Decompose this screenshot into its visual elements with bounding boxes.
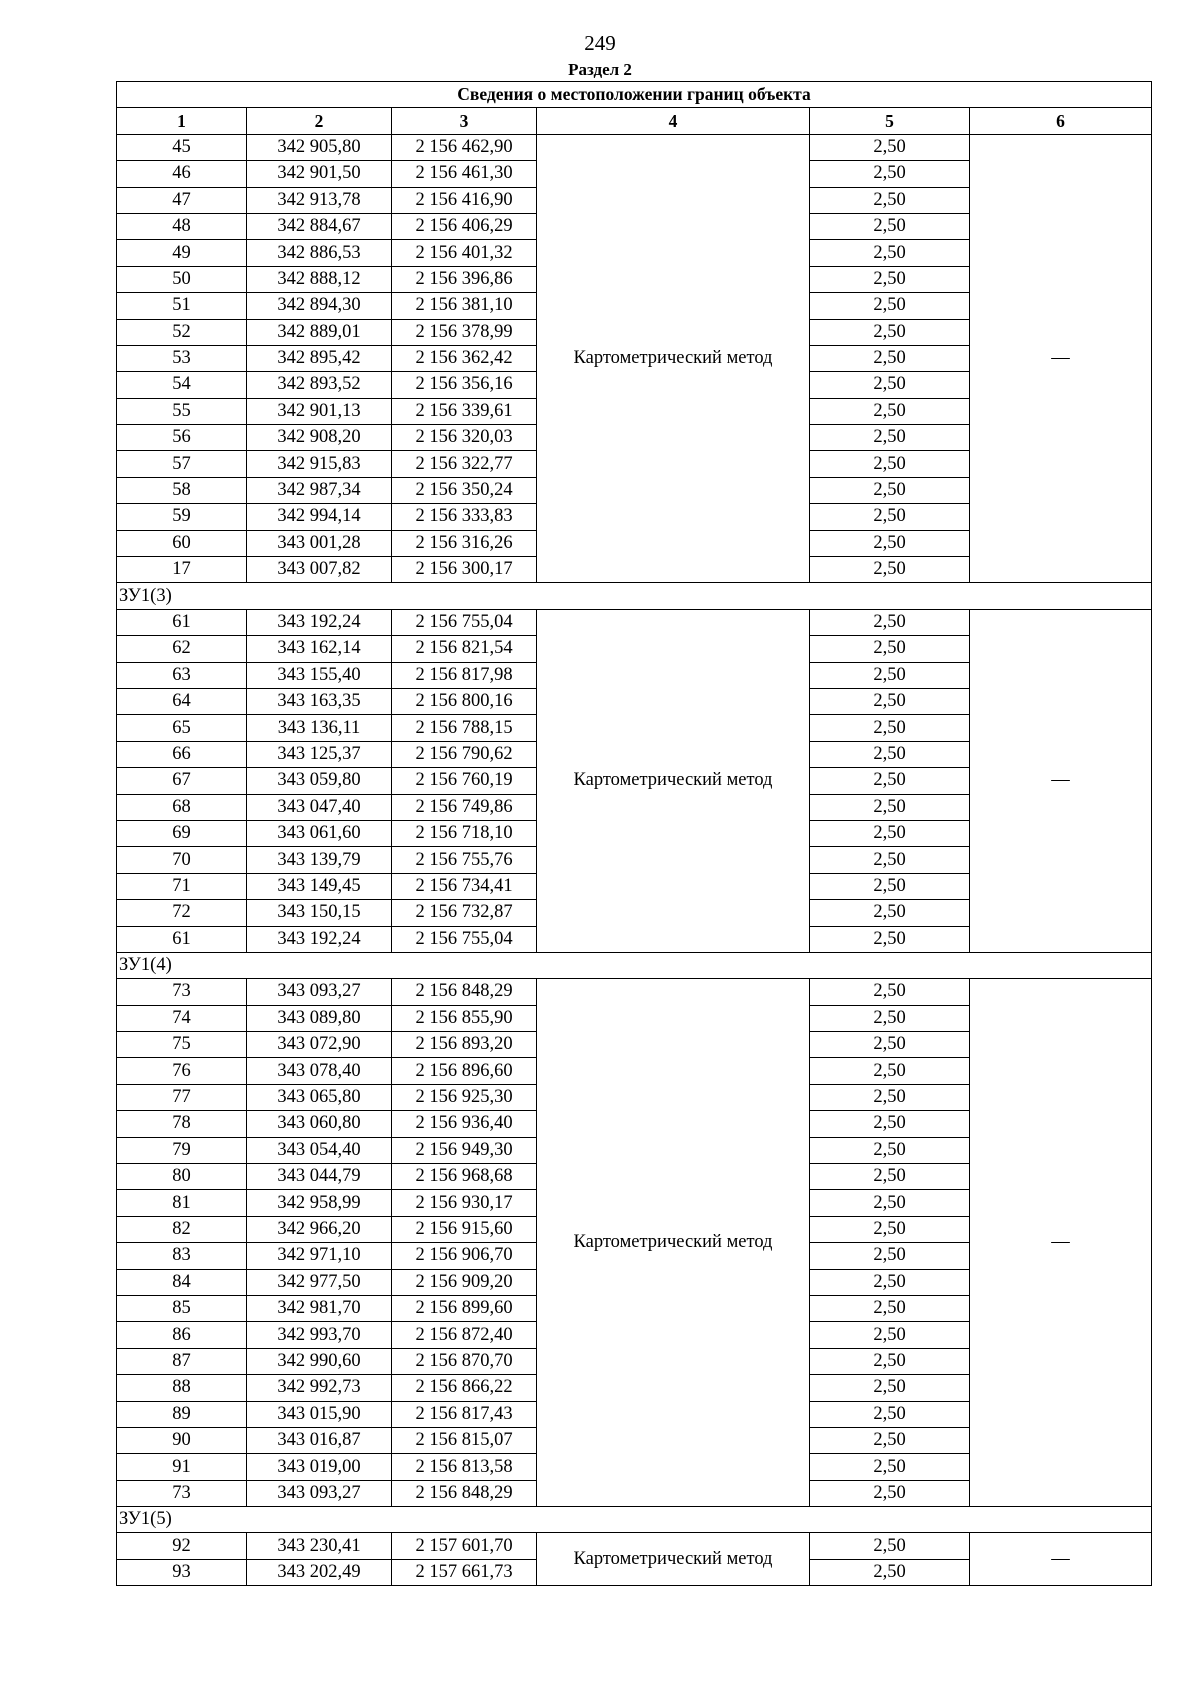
accuracy-cell: 2,50	[810, 794, 970, 820]
column-6-cell: —	[970, 1533, 1152, 1586]
y-coordinate-cell: 2 156 333,83	[392, 504, 537, 530]
accuracy-cell: 2,50	[810, 451, 970, 477]
y-coordinate-cell: 2 157 601,70	[392, 1533, 537, 1559]
x-coordinate-cell: 343 016,87	[247, 1427, 392, 1453]
point-number-cell: 58	[117, 477, 247, 503]
point-number-cell: 52	[117, 319, 247, 345]
point-number-cell: 88	[117, 1375, 247, 1401]
column-6-cell: —	[970, 134, 1152, 583]
y-coordinate-cell: 2 156 362,42	[392, 345, 537, 371]
y-coordinate-cell: 2 156 968,68	[392, 1164, 537, 1190]
y-coordinate-cell: 2 156 815,07	[392, 1427, 537, 1453]
x-coordinate-cell: 343 015,90	[247, 1401, 392, 1427]
point-number-cell: 92	[117, 1533, 247, 1559]
point-number-cell: 73	[117, 1480, 247, 1506]
point-number-cell: 91	[117, 1454, 247, 1480]
point-number-cell: 83	[117, 1243, 247, 1269]
x-coordinate-cell: 343 078,40	[247, 1058, 392, 1084]
accuracy-cell: 2,50	[810, 1084, 970, 1110]
accuracy-cell: 2,50	[810, 1216, 970, 1242]
accuracy-cell: 2,50	[810, 1480, 970, 1506]
table-row	[117, 134, 1152, 160]
x-coordinate-cell: 343 060,80	[247, 1111, 392, 1137]
x-coordinate-cell: 342 908,20	[247, 425, 392, 451]
x-coordinate-cell: 343 125,37	[247, 741, 392, 767]
point-number-cell: 59	[117, 504, 247, 530]
point-number-cell: 65	[117, 715, 247, 741]
table-row	[117, 609, 1152, 635]
table-caption: Сведения о местоположении границ объекта	[117, 82, 1152, 108]
x-coordinate-cell: 343 163,35	[247, 688, 392, 714]
accuracy-cell: 2,50	[810, 1190, 970, 1216]
table-row	[117, 1533, 1152, 1559]
point-number-cell: 57	[117, 451, 247, 477]
x-coordinate-cell: 342 905,80	[247, 134, 392, 160]
x-coordinate-cell: 342 901,50	[247, 161, 392, 187]
point-number-cell: 61	[117, 609, 247, 635]
column-header: 4	[537, 108, 810, 134]
x-coordinate-cell: 343 061,60	[247, 820, 392, 846]
y-coordinate-cell: 2 156 817,43	[392, 1401, 537, 1427]
column-header: 2	[247, 108, 392, 134]
point-number-cell: 63	[117, 662, 247, 688]
y-coordinate-cell: 2 156 848,29	[392, 979, 537, 1005]
x-coordinate-cell: 342 895,42	[247, 345, 392, 371]
accuracy-cell: 2,50	[810, 266, 970, 292]
point-number-cell: 87	[117, 1348, 247, 1374]
group-label: ЗУ1(4)	[117, 952, 1152, 978]
x-coordinate-cell: 342 889,01	[247, 319, 392, 345]
point-number-cell: 84	[117, 1269, 247, 1295]
point-number-cell: 66	[117, 741, 247, 767]
point-number-cell: 89	[117, 1401, 247, 1427]
x-coordinate-cell: 343 093,27	[247, 1480, 392, 1506]
x-coordinate-cell: 342 971,10	[247, 1243, 392, 1269]
x-coordinate-cell: 342 893,52	[247, 372, 392, 398]
accuracy-cell: 2,50	[810, 609, 970, 635]
y-coordinate-cell: 2 156 749,86	[392, 794, 537, 820]
y-coordinate-cell: 2 156 461,30	[392, 161, 537, 187]
group-label-row	[117, 583, 1152, 609]
y-coordinate-cell: 2 156 790,62	[392, 741, 537, 767]
accuracy-cell: 2,50	[810, 187, 970, 213]
accuracy-cell: 2,50	[810, 1111, 970, 1137]
point-number-cell: 46	[117, 161, 247, 187]
point-number-cell: 50	[117, 266, 247, 292]
x-coordinate-cell: 342 990,60	[247, 1348, 392, 1374]
x-coordinate-cell: 343 149,45	[247, 873, 392, 899]
accuracy-cell: 2,50	[810, 557, 970, 583]
column-header: 5	[810, 108, 970, 134]
accuracy-cell: 2,50	[810, 979, 970, 1005]
x-coordinate-cell: 343 155,40	[247, 662, 392, 688]
accuracy-cell: 2,50	[810, 1032, 970, 1058]
x-coordinate-cell: 343 192,24	[247, 609, 392, 635]
accuracy-cell: 2,50	[810, 1533, 970, 1559]
x-coordinate-cell: 342 994,14	[247, 504, 392, 530]
point-number-cell: 64	[117, 688, 247, 714]
method-cell: Картометрический метод	[537, 1533, 810, 1586]
method-cell: Картометрический метод	[537, 979, 810, 1507]
point-number-cell: 69	[117, 820, 247, 846]
y-coordinate-cell: 2 156 339,61	[392, 398, 537, 424]
point-number-cell: 93	[117, 1559, 247, 1585]
accuracy-cell: 2,50	[810, 1401, 970, 1427]
point-number-cell: 49	[117, 240, 247, 266]
x-coordinate-cell: 343 230,41	[247, 1533, 392, 1559]
x-coordinate-cell: 343 162,14	[247, 636, 392, 662]
point-number-cell: 79	[117, 1137, 247, 1163]
x-coordinate-cell: 343 047,40	[247, 794, 392, 820]
x-coordinate-cell: 342 958,99	[247, 1190, 392, 1216]
column-header: 3	[392, 108, 537, 134]
point-number-cell: 53	[117, 345, 247, 371]
group-label-row	[117, 1507, 1152, 1533]
y-coordinate-cell: 2 156 462,90	[392, 134, 537, 160]
point-number-cell: 68	[117, 794, 247, 820]
point-number-cell: 45	[117, 134, 247, 160]
accuracy-cell: 2,50	[810, 161, 970, 187]
column-header: 1	[117, 108, 247, 134]
y-coordinate-cell: 2 156 848,29	[392, 1480, 537, 1506]
accuracy-cell: 2,50	[810, 688, 970, 714]
accuracy-cell: 2,50	[810, 1269, 970, 1295]
point-number-cell: 48	[117, 213, 247, 239]
y-coordinate-cell: 2 156 870,70	[392, 1348, 537, 1374]
point-number-cell: 51	[117, 293, 247, 319]
y-coordinate-cell: 2 156 718,10	[392, 820, 537, 846]
point-number-cell: 81	[117, 1190, 247, 1216]
point-number-cell: 67	[117, 768, 247, 794]
method-cell: Картометрический метод	[537, 134, 810, 583]
y-coordinate-cell: 2 156 925,30	[392, 1084, 537, 1110]
y-coordinate-cell: 2 156 320,03	[392, 425, 537, 451]
accuracy-cell: 2,50	[810, 293, 970, 319]
point-number-cell: 90	[117, 1427, 247, 1453]
x-coordinate-cell: 343 001,28	[247, 530, 392, 556]
point-number-cell: 54	[117, 372, 247, 398]
point-number-cell: 61	[117, 926, 247, 952]
y-coordinate-cell: 2 156 755,04	[392, 609, 537, 635]
x-coordinate-cell: 342 993,70	[247, 1322, 392, 1348]
accuracy-cell: 2,50	[810, 213, 970, 239]
accuracy-cell: 2,50	[810, 425, 970, 451]
y-coordinate-cell: 2 156 316,26	[392, 530, 537, 556]
point-number-cell: 73	[117, 979, 247, 1005]
x-coordinate-cell: 342 884,67	[247, 213, 392, 239]
y-coordinate-cell: 2 156 872,40	[392, 1322, 537, 1348]
x-coordinate-cell: 343 072,90	[247, 1032, 392, 1058]
point-number-cell: 55	[117, 398, 247, 424]
accuracy-cell: 2,50	[810, 345, 970, 371]
point-number-cell: 70	[117, 847, 247, 873]
accuracy-cell: 2,50	[810, 477, 970, 503]
point-number-cell: 71	[117, 873, 247, 899]
point-number-cell: 82	[117, 1216, 247, 1242]
table-body	[117, 134, 1152, 1585]
column-header: 6	[970, 108, 1152, 134]
point-number-cell: 60	[117, 530, 247, 556]
accuracy-cell: 2,50	[810, 1375, 970, 1401]
y-coordinate-cell: 2 156 800,16	[392, 688, 537, 714]
group-label: ЗУ1(5)	[117, 1507, 1152, 1533]
x-coordinate-cell: 342 894,30	[247, 293, 392, 319]
point-number-cell: 78	[117, 1111, 247, 1137]
point-number-cell: 72	[117, 900, 247, 926]
table-caption-row	[117, 82, 1152, 108]
point-number-cell: 62	[117, 636, 247, 662]
x-coordinate-cell: 342 966,20	[247, 1216, 392, 1242]
accuracy-cell: 2,50	[810, 873, 970, 899]
accuracy-cell: 2,50	[810, 530, 970, 556]
x-coordinate-cell: 342 888,12	[247, 266, 392, 292]
y-coordinate-cell: 2 157 661,73	[392, 1559, 537, 1585]
x-coordinate-cell: 342 981,70	[247, 1295, 392, 1321]
y-coordinate-cell: 2 156 813,58	[392, 1454, 537, 1480]
x-coordinate-cell: 343 019,00	[247, 1454, 392, 1480]
section-title: Раздел 2	[568, 60, 632, 79]
method-cell: Картометрический метод	[537, 609, 810, 952]
y-coordinate-cell: 2 156 866,22	[392, 1375, 537, 1401]
table-row	[117, 979, 1152, 1005]
accuracy-cell: 2,50	[810, 847, 970, 873]
accuracy-cell: 2,50	[810, 240, 970, 266]
accuracy-cell: 2,50	[810, 1348, 970, 1374]
accuracy-cell: 2,50	[810, 319, 970, 345]
y-coordinate-cell: 2 156 930,17	[392, 1190, 537, 1216]
y-coordinate-cell: 2 156 381,10	[392, 293, 537, 319]
x-coordinate-cell: 343 089,80	[247, 1005, 392, 1031]
y-coordinate-cell: 2 156 755,04	[392, 926, 537, 952]
point-number-cell: 75	[117, 1032, 247, 1058]
accuracy-cell: 2,50	[810, 636, 970, 662]
x-coordinate-cell: 342 915,83	[247, 451, 392, 477]
y-coordinate-cell: 2 156 760,19	[392, 768, 537, 794]
accuracy-cell: 2,50	[810, 504, 970, 530]
y-coordinate-cell: 2 156 416,90	[392, 187, 537, 213]
x-coordinate-cell: 343 136,11	[247, 715, 392, 741]
y-coordinate-cell: 2 156 378,99	[392, 319, 537, 345]
x-coordinate-cell: 342 913,78	[247, 187, 392, 213]
point-number-cell: 76	[117, 1058, 247, 1084]
boundary-coordinates-table	[116, 81, 1152, 1586]
x-coordinate-cell: 343 150,15	[247, 900, 392, 926]
y-coordinate-cell: 2 156 817,98	[392, 662, 537, 688]
y-coordinate-cell: 2 156 396,86	[392, 266, 537, 292]
point-number-cell: 85	[117, 1295, 247, 1321]
point-number-cell: 86	[117, 1322, 247, 1348]
accuracy-cell: 2,50	[810, 768, 970, 794]
y-coordinate-cell: 2 156 755,76	[392, 847, 537, 873]
x-coordinate-cell: 343 054,40	[247, 1137, 392, 1163]
point-number-cell: 77	[117, 1084, 247, 1110]
x-coordinate-cell: 342 977,50	[247, 1269, 392, 1295]
accuracy-cell: 2,50	[810, 1322, 970, 1348]
y-coordinate-cell: 2 156 401,32	[392, 240, 537, 266]
accuracy-cell: 2,50	[810, 820, 970, 846]
x-coordinate-cell: 343 007,82	[247, 557, 392, 583]
accuracy-cell: 2,50	[810, 1454, 970, 1480]
x-coordinate-cell: 343 192,24	[247, 926, 392, 952]
accuracy-cell: 2,50	[810, 372, 970, 398]
y-coordinate-cell: 2 156 300,17	[392, 557, 537, 583]
y-coordinate-cell: 2 156 893,20	[392, 1032, 537, 1058]
page-number: 249	[584, 31, 616, 55]
y-coordinate-cell: 2 156 356,16	[392, 372, 537, 398]
accuracy-cell: 2,50	[810, 900, 970, 926]
y-coordinate-cell: 2 156 732,87	[392, 900, 537, 926]
x-coordinate-cell: 342 992,73	[247, 1375, 392, 1401]
x-coordinate-cell: 343 059,80	[247, 768, 392, 794]
point-number-cell: 17	[117, 557, 247, 583]
accuracy-cell: 2,50	[810, 134, 970, 160]
point-number-cell: 74	[117, 1005, 247, 1031]
y-coordinate-cell: 2 156 855,90	[392, 1005, 537, 1031]
y-coordinate-cell: 2 156 896,60	[392, 1058, 537, 1084]
x-coordinate-cell: 343 093,27	[247, 979, 392, 1005]
x-coordinate-cell: 343 044,79	[247, 1164, 392, 1190]
accuracy-cell: 2,50	[810, 1427, 970, 1453]
accuracy-cell: 2,50	[810, 1243, 970, 1269]
accuracy-cell: 2,50	[810, 1137, 970, 1163]
y-coordinate-cell: 2 156 906,70	[392, 1243, 537, 1269]
y-coordinate-cell: 2 156 788,15	[392, 715, 537, 741]
accuracy-cell: 2,50	[810, 1164, 970, 1190]
accuracy-cell: 2,50	[810, 398, 970, 424]
column-6-cell: —	[970, 609, 1152, 952]
point-number-cell: 56	[117, 425, 247, 451]
accuracy-cell: 2,50	[810, 1058, 970, 1084]
x-coordinate-cell: 343 139,79	[247, 847, 392, 873]
column-6-cell: —	[970, 979, 1152, 1507]
point-number-cell: 47	[117, 187, 247, 213]
y-coordinate-cell: 2 156 322,77	[392, 451, 537, 477]
accuracy-cell: 2,50	[810, 1295, 970, 1321]
group-label: ЗУ1(3)	[117, 583, 1152, 609]
y-coordinate-cell: 2 156 909,20	[392, 1269, 537, 1295]
y-coordinate-cell: 2 156 936,40	[392, 1111, 537, 1137]
y-coordinate-cell: 2 156 406,29	[392, 213, 537, 239]
accuracy-cell: 2,50	[810, 741, 970, 767]
y-coordinate-cell: 2 156 949,30	[392, 1137, 537, 1163]
y-coordinate-cell: 2 156 734,41	[392, 873, 537, 899]
accuracy-cell: 2,50	[810, 1559, 970, 1585]
y-coordinate-cell: 2 156 915,60	[392, 1216, 537, 1242]
accuracy-cell: 2,50	[810, 662, 970, 688]
accuracy-cell: 2,50	[810, 1005, 970, 1031]
x-coordinate-cell: 342 901,13	[247, 398, 392, 424]
x-coordinate-cell: 342 987,34	[247, 477, 392, 503]
group-label-row	[117, 952, 1152, 978]
x-coordinate-cell: 342 886,53	[247, 240, 392, 266]
point-number-cell: 80	[117, 1164, 247, 1190]
y-coordinate-cell: 2 156 899,60	[392, 1295, 537, 1321]
column-header-row	[117, 108, 1152, 134]
x-coordinate-cell: 343 065,80	[247, 1084, 392, 1110]
y-coordinate-cell: 2 156 350,24	[392, 477, 537, 503]
accuracy-cell: 2,50	[810, 715, 970, 741]
x-coordinate-cell: 343 202,49	[247, 1559, 392, 1585]
accuracy-cell: 2,50	[810, 926, 970, 952]
y-coordinate-cell: 2 156 821,54	[392, 636, 537, 662]
